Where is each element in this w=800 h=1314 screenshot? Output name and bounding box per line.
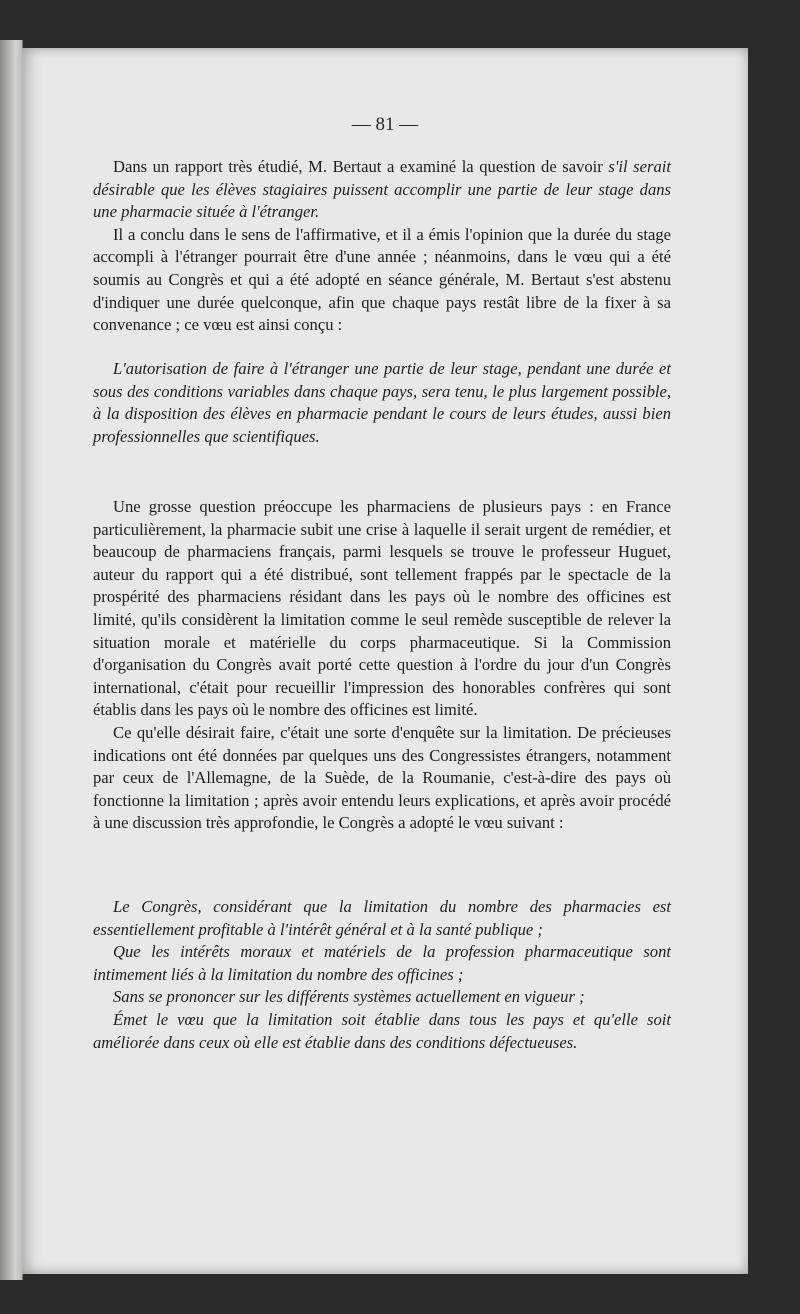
paragraph-1 <box>93 156 671 224</box>
paragraph-2: Il a conclu dans le sens de l'affirmative, et il a émis l'opinion que la durée du stage accompli à l'étranger pourrait être d'une année ; néanmoins, dans le vœu qui a été soumis au Congrès et qui a été adopté en séance générale, M. Bertaut s'est abstenu d'indiquer une durée quelconque, afin que chaque pays restât libre de la fixer à sa convenance ; ce vœu est ainsi conçu : <box>93 224 671 335</box>
paragraph-bertaut-rapport <box>93 156 671 337</box>
voeu-limitation <box>93 896 671 1054</box>
voeu-2-systemes: Sans se prononcer sur les différents systèmes actuellement en vigueur ; <box>113 987 585 1007</box>
book-page <box>22 48 748 1274</box>
paragraph-1-text: Dans un rapport très étudié, M. Bertaut a examiné la question de savoir <box>113 157 609 176</box>
voeu-1-text: L'autorisation de faire à l'étranger une partie de leur stage, pendant une durée et sous des conditions variables dans chaque pays, sera tenu, le plus largement possible, à la disposition des élèves en pharmacie pendant le cours de leurs études, aussi bien professionnelles que scientifiques. <box>93 359 671 446</box>
left-page-edge <box>0 40 23 1280</box>
voeu-2-interets: Que les intérêts moraux et matériels de la profession pharmaceutique sont intimement liés à la limitation du nombre des officines ; <box>93 942 671 984</box>
paragraph-4: Ce qu'elle désirait faire, c'était une sorte d'enquête sur la limitation. De précieuses indications ont été données par quelques uns des Congressistes étrangers, notamment par ceux de l'Allemagne, de la Suède, de la Roumanie, c'est-à-dire des pays où fonctionne la limitation ; après avoir entendu leurs explications, et après avoir procédé à une discussion très approfondie, le Congrès a adopté le vœu suivant : <box>93 722 671 833</box>
paragraph-limitation <box>93 496 671 835</box>
voeu-2-emet: Émet le vœu que la limitation soit établie dans tous les pays et qu'elle soit améliorée dans ceux où elle est établie dans des conditions défectueuses. <box>93 1009 671 1052</box>
page-number: — 81 — <box>351 114 419 135</box>
paragraph-1-italic-question: s'il serait désirable que les élèves stagiaires puissent accomplir une partie de leur stage dans une pharmacie située à l'étranger. <box>93 157 671 222</box>
voeu-2-considerant: Le Congrès, considérant que la limitation du nombre des pharmacies est essentiellement profitable à l'intérêt général et à la santé publique ; <box>93 897 671 939</box>
paragraph-3: Une grosse question préoccupe les pharmaciens de plusieurs pays : en France particulièrement, la pharmacie subit une crise à laquelle il serait urgent de remédier, et beaucoup de pharmaciens français, parmi lesquels se trouve le professeur Huguet, auteur du rapport qui a été distribué, sont tellement frappés par le spectacle de la prospérité des pharmaciens résidant dans les pays où le nombre des officines est limité, qu'ils considèrent la limitation comme le seul remède susceptible de relever la situation morale et matérielle du corps pharmaceutique. Si la Commission d'organisation du Congrès avait porté cette question à l'ordre du jour d'un Congrès international, c'était pour recueillir l'impression des honorables confrères qui sont établis dans les pays où le nombre des officines est limité. <box>93 497 671 720</box>
voeu-stage-etranger <box>93 358 671 448</box>
